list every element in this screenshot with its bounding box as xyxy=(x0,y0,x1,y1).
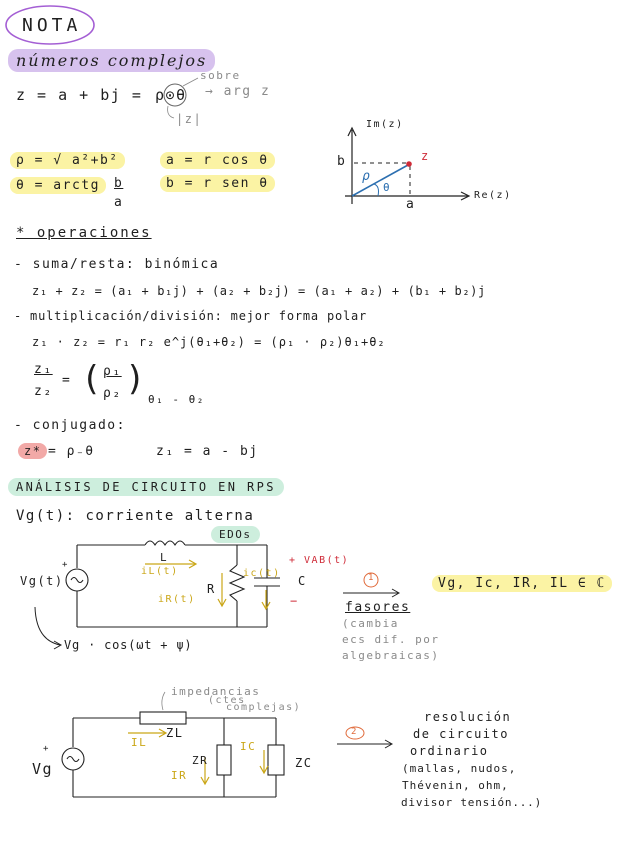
formula-b: b = r sen θ xyxy=(160,175,275,192)
impedance-ZL: ZL xyxy=(166,726,184,740)
impedance-label-2: (ctes xyxy=(208,695,246,706)
resolution-line-3: ordinario xyxy=(410,744,489,758)
vg-curve-arrow xyxy=(35,607,60,645)
circuit-vg-expr: Vg · cos(ωt + ψ) xyxy=(64,638,193,652)
page-title: NOTA xyxy=(22,15,82,36)
polar-arrow-down xyxy=(168,106,174,118)
fasores-note-1: (cambia xyxy=(342,617,399,630)
graph-y-label: Im(z) xyxy=(366,119,404,130)
notation-sobre: sobre xyxy=(200,69,241,82)
impedance-plus: + xyxy=(43,744,50,754)
impedance-ZC: ZC xyxy=(295,756,313,770)
resolution-line-2: de circuito xyxy=(413,727,509,741)
resolution-line-1: resolución xyxy=(424,710,512,724)
impedance-label-1: impedancias xyxy=(171,685,261,698)
operations-conj-eq: = ρ₋θ xyxy=(48,444,95,459)
formula-theta-den: a xyxy=(114,195,124,210)
graph-point xyxy=(406,161,412,167)
formula-theta-num: b xyxy=(114,176,124,191)
circuit-vg: Vg(t) xyxy=(20,574,64,588)
operations-div-angle: θ₁ - θ₂ xyxy=(148,393,205,406)
circuit-iR: iR(t) xyxy=(158,594,196,605)
graph-rho-label: ρ xyxy=(362,169,372,184)
analysis-title: ANÁLISIS DE CIRCUITO EN RPS xyxy=(8,478,284,496)
operations-mult-formula: z₁ · z₂ = r₁ r₂ e^j(θ₁+θ₂) = (ρ₁ · ρ₂)θ₁+θ₂ xyxy=(32,335,386,349)
notation-mod: |z| xyxy=(176,112,203,126)
operations-div-den: z₂ xyxy=(34,384,53,399)
graph-z-label: z xyxy=(421,149,430,163)
operations-div-eq: = xyxy=(62,373,72,388)
impedance-vg: Vg xyxy=(32,760,54,778)
impedance-label-3: complejas) xyxy=(226,702,302,713)
operations-conj-z: z* xyxy=(18,443,47,459)
step2-number: 2 xyxy=(351,727,358,737)
impedance-IC: IC xyxy=(240,740,257,753)
notation-polar: ρ⊙θ xyxy=(155,86,187,104)
step1-number: 1 xyxy=(368,573,375,583)
fasores-note-3: algebraicas) xyxy=(342,649,440,662)
operations-div-num: z₁ xyxy=(34,362,53,377)
circuit-vab: + VAB(t) xyxy=(289,555,350,566)
graph-x-label: Re(z) xyxy=(474,190,512,201)
fasores-label: fasores xyxy=(345,600,411,615)
formula-a: a = r cos θ xyxy=(160,152,275,169)
resolution-line-5: Thévenin, ohm, xyxy=(402,779,509,792)
impedance-pointer xyxy=(162,692,165,710)
circuit-ic: ic(t) xyxy=(243,568,281,579)
operations-div-paren-right: ) xyxy=(125,359,147,399)
resolution-line-4: (mallas, nudos, xyxy=(402,762,517,775)
impedance-IL: IL xyxy=(131,736,148,749)
operations-title: * operaciones xyxy=(16,225,152,241)
phasor-result: Vg, Ic, IR, IL ∈ ℂ xyxy=(432,575,612,592)
fasores-note-2: ecs dif. por xyxy=(342,633,440,646)
formula-theta xyxy=(10,177,106,194)
impedance-IR: IR xyxy=(171,769,188,782)
impedance-circuit xyxy=(62,712,284,797)
operations-sum-formula: z₁ + z₂ = (a₁ + b₁j) + (a₂ + b₂j) = (a₁ + a₂) + (b₁ + b₂)j xyxy=(32,284,486,298)
circuit-plus: + xyxy=(62,560,69,570)
operations-div-rho-den: ρ₂ xyxy=(103,386,122,401)
notation-eq: z = a + bj = xyxy=(16,86,143,104)
section-heading: números complejos xyxy=(8,49,215,72)
circuit-minus: − xyxy=(290,594,299,608)
graph-b-label: b xyxy=(337,154,347,169)
analysis-vg: Vg(t): corriente alterna xyxy=(16,508,255,524)
circuit-R: R xyxy=(207,582,216,596)
resolution-line-6: divisor tensión...) xyxy=(401,796,543,809)
operations-conj-label: - conjugado: xyxy=(14,418,126,433)
operations-div-rho-num: ρ₁ xyxy=(103,364,122,379)
graph-a-label: a xyxy=(406,197,416,212)
analysis-edos: EDOs xyxy=(211,526,260,543)
formula-rho: ρ = √ a²+b² xyxy=(10,152,125,169)
graph-vector xyxy=(352,165,408,196)
circuit-L: L xyxy=(160,551,169,564)
operations-conj-formula: z₁ = a - bj xyxy=(156,444,259,459)
circuit-C: C xyxy=(298,574,307,588)
graph-theta-label: θ xyxy=(383,181,392,194)
polar-arrow-up xyxy=(183,78,198,86)
formula-theta-label: θ = arctg xyxy=(16,178,100,193)
operations-div-paren-left: ( xyxy=(81,359,103,399)
operations-mult-label: - multiplicación/división: mejor forma polar xyxy=(14,309,368,323)
impedance-ZR: ZR xyxy=(192,754,209,767)
operations-sum-label: - suma/resta: binómica xyxy=(14,257,220,272)
circuit-iL: iL(t) xyxy=(141,566,179,577)
rlc-circuit xyxy=(66,541,280,627)
graph-angle-arc xyxy=(374,184,379,196)
notation-arg: → arg z xyxy=(205,84,271,99)
